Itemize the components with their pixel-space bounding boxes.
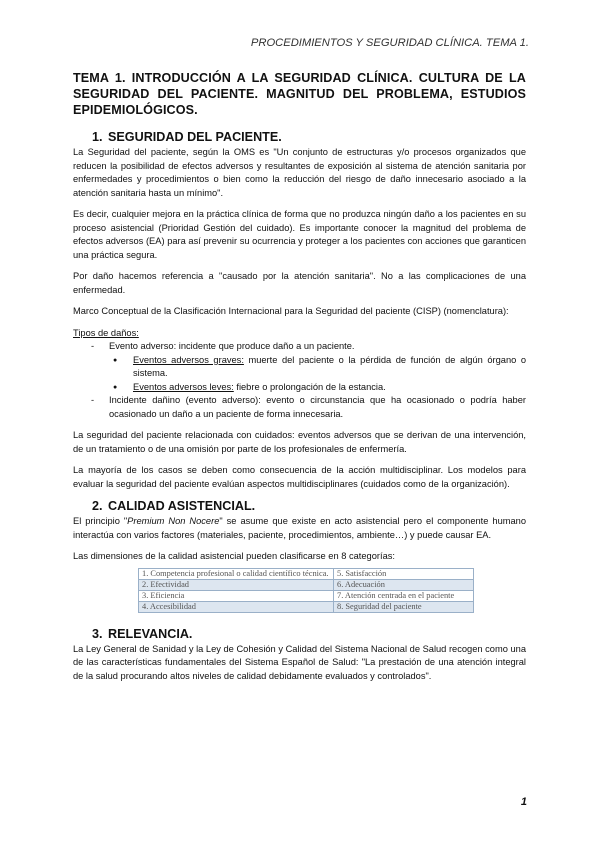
document-title: TEMA 1. INTRODUCCIÓN A LA SEGURIDAD CLÍNICA. CULTURA DE LA SEGURIDAD DEL PACIENTE. MAGNITUD DEL PROBLEMA, ESTUDIOS EPIDEMIOLÓGICOS.	[73, 71, 526, 117]
table-cell: 6. Adecuación	[334, 579, 474, 590]
table-row	[139, 579, 474, 590]
paragraph: Marco Conceptual de la Clasificación Internacional para la Seguridad del paciente (CISP) (nomenclatura):	[73, 306, 509, 316]
subheading-tipos: Tipos de daños:	[73, 327, 139, 338]
table-cell: 2. Efectividad	[139, 579, 334, 590]
table-cell: 3. Eficiencia	[139, 590, 334, 601]
table-cell: 5. Satisfacción	[334, 568, 474, 579]
table-cell: 7. Atención centrada en el paciente	[334, 590, 474, 601]
table-cell: 8. Seguridad del paciente	[334, 601, 474, 612]
section-heading-3: 3. RELEVANCIA.	[92, 626, 193, 641]
paragraph: Las dimensiones de la calidad asistencial pueden clasificarse en 8 categorías:	[73, 551, 395, 561]
table-row	[139, 590, 474, 601]
table-row	[139, 601, 474, 612]
paragraph: Es decir, cualquier mejora en la práctica clínica de forma que no produzca ningún daño a los pacientes en su proceso asistencial (Prioridad Gestión del cuidado). Es importante conocer la magnitud del problema de efectos adversos (EA) para así prevenir su ocurrencia y proteger a los pacientes con acciones que garanticen una práctica segura.	[73, 209, 526, 260]
table-cell: 4. Accesibilidad	[139, 601, 334, 612]
damage-types-list	[73, 340, 526, 421]
list-item: ● Eventos adversos leves: fiebre o prolongación de la estancia.	[73, 381, 526, 395]
paragraph: El principio "Premium Non Nocere" se asume que existe en acto asistencial pero el componente humano interactúa con varios factores (materiales, paciente, procedimientos, ambiente…) y puede causar EA.	[73, 516, 526, 540]
list-item: - Evento adverso: incidente que produce daño a un paciente. ● Eventos adversos graves: muerte del paciente o la pérdida de función de algún órgano o sistema. ● Eventos adversos leves: fiebre o prolongación de la estancia.	[73, 340, 526, 394]
list-item: ● Eventos adversos graves: muerte del paciente o la pérdida de función de algún órgano o sistema.	[73, 354, 526, 381]
page-number: 1	[520, 796, 527, 808]
list-item: - Incidente dañino (evento adverso): evento o circunstancia que ha ocasionado o podría haber ocasionado un daño a un paciente de forma innecesaria.	[73, 394, 526, 421]
paragraph: La Ley General de Sanidad y la Ley de Cohesión y Calidad del Sistema Nacional de Salud recogen como una de las características fundamentales del Sistema Español de Salud: "La prestación de una atención integral de la salud procurando altos niveles de calidad debidamente evaluados y controlados".	[73, 643, 526, 681]
sub-list	[73, 354, 526, 395]
paragraph: La Seguridad del paciente, según la OMS es "Un conjunto de estructuras y/o procesos organizados que reducen la posibilidad de efectos adversos y resultantes de exposición al sistema de atención sanitaria por enfermedades y procedimientos o bien como la reducción del riesgo de daño innecesario asociado a la atención sanitaria hasta un mínimo".	[73, 147, 526, 198]
section-heading-2: 2. CALIDAD ASISTENCIAL.	[92, 499, 256, 513]
section-heading-1: 1. SEGURIDAD DEL PACIENTE.	[92, 130, 282, 144]
paragraph: La seguridad del paciente relacionada con cuidados: eventos adversos que se derivan de una intervención, de un tratamiento o de una omisión por parte de los profesionales de enfermería.	[73, 430, 526, 454]
table-cell: 1. Competencia profesional o calidad científico técnica.	[139, 568, 334, 579]
quality-dimensions-table	[138, 568, 474, 613]
table-row	[139, 568, 474, 579]
paragraph: Por daño hacemos referencia a "causado por la atención sanitaria". No a las complicaciones de una enfermedad.	[73, 271, 526, 295]
page-content	[73, 70, 526, 691]
running-header: PROCEDIMIENTOS Y SEGURIDAD CLÍNICA. TEMA 1.	[250, 37, 529, 49]
paragraph: La mayoría de los casos se deben como consecuencia de la acción multidisciplinar. Los modelos para evaluar la seguridad del paciente evalúan aspectos multidisciplinares (cuidados como de la organización).	[73, 465, 526, 489]
